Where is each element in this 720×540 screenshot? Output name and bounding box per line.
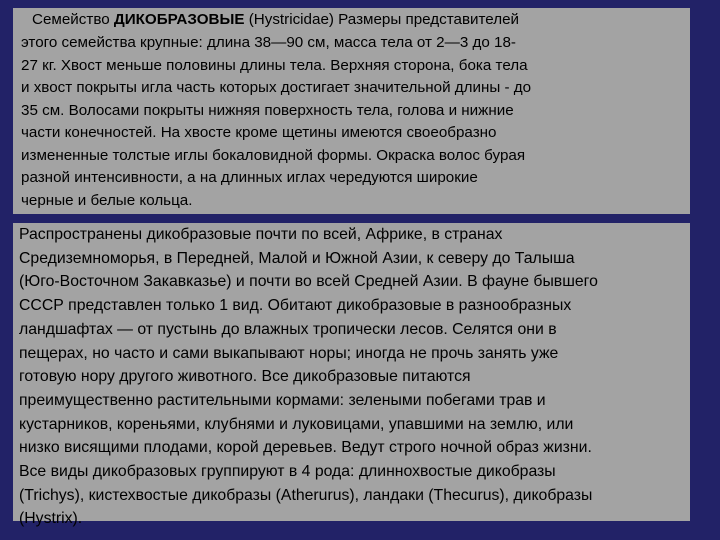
text-line: черные и белые кольца.	[21, 192, 193, 209]
text-line: измененные толстые иглы бокаловидной формы. Окраска волос бурая	[21, 147, 526, 164]
text-line: пещерах, но часто и сами выкапывают норы; иногда не прочь занять уже	[19, 344, 559, 362]
text-line: разной интенсивности, а на длинных иглах чередуются широкие	[21, 169, 478, 186]
text-line: кустарников, кореньями, клубнями и луковицами, упавшими на землю, или	[19, 415, 574, 433]
text-line: Семейство ДИКОБРАЗОВЫЕ (Hystricidae) Размеры представителей	[32, 11, 520, 28]
text-line: преимущественно растительными кормами: зелеными побегами трав и	[19, 391, 546, 409]
text-line: 27 кг. Хвост меньше половины длины тела. Верхняя сторона, бока тела	[21, 57, 528, 74]
text-line: Распространены дикобразовые почти по всей, Африке, в странах	[19, 226, 503, 243]
text-line: части конечностей. На хвосте кроме щетины имеются своеобразно	[21, 124, 497, 141]
text-line: Средиземноморья, в Передней, Малой и Южной Азии, к северу до Талыша	[19, 249, 575, 267]
text-line: (Trichys), кистехвостые дикобразы (Atherurus), ландаки (Thecurus), дикобразы	[19, 486, 593, 504]
text-line: (Hystrix).	[19, 510, 83, 528]
text-line: (Юго-Восточном Закавказье) и почти во всей Средней Азии. В фауне бывшего	[19, 273, 598, 291]
text-line: ландшафтах — от пустынь до влажных тропически лесов. Селятся они в	[19, 320, 557, 338]
text-line: Все виды дикобразовых группируют в 4 рода: длиннохвостые дикобразы	[19, 463, 556, 480]
description-panel	[13, 8, 690, 214]
family-name: ДИКОБРАЗОВЫЕ	[113, 11, 245, 28]
text-line: этого семейства крупные: длина 38—90 см, масса тела от 2—3 до 18-	[21, 34, 516, 51]
text-line: и хвост покрыты игла часть которых достигает значительной длины - до	[21, 79, 532, 96]
text-line: СССР представлен только 1 вид. Обитают дикобразовые в разнообразных	[19, 297, 572, 315]
text-line: готовую нору другого животного. Все дикобразовые питаются	[19, 368, 471, 386]
distribution-panel	[13, 223, 690, 528]
text-line: 35 см. Волосами покрыты нижняя поверхность тела, голова и нижние	[21, 102, 514, 119]
text-line: низко висящими плодами, корой деревьев. Ведут строго ночной образ жизни.	[19, 439, 592, 457]
